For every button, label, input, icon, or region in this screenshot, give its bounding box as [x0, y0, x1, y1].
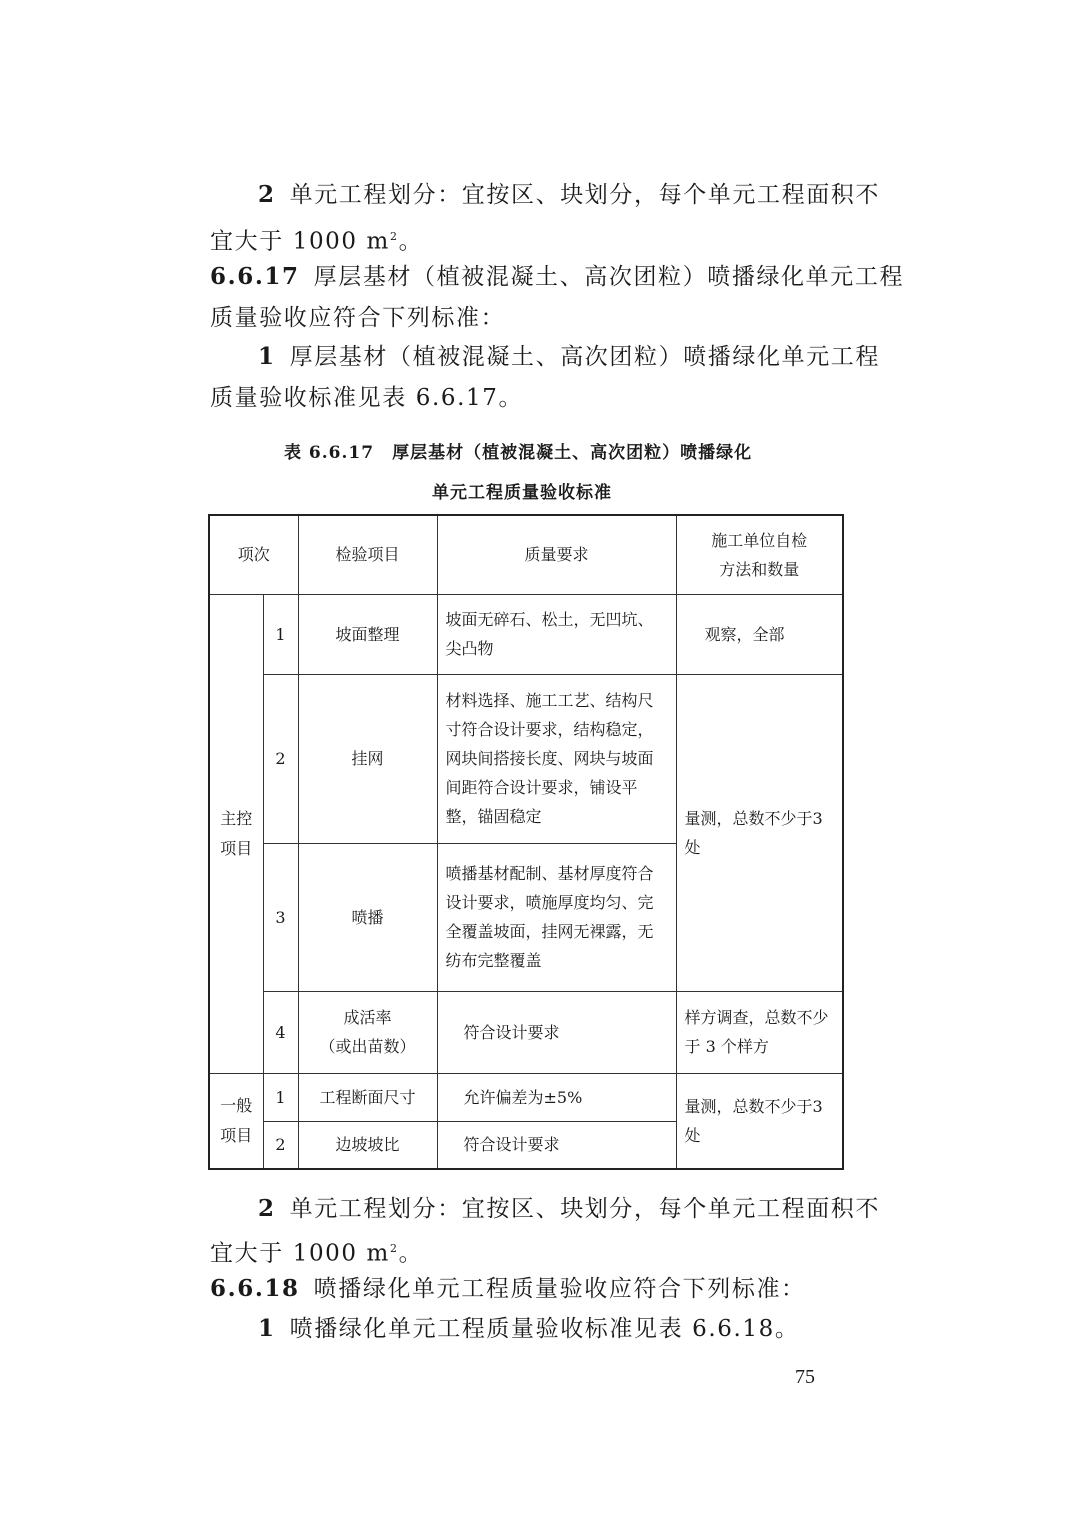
superscript: 2 [389, 1242, 399, 1255]
item-number: 1 [258, 1315, 276, 1342]
paragraph-text: 厚层基材（植被混凝土、高次团粒）喷播绿化单元工程 [289, 344, 881, 370]
header-text: 方法和数量 [719, 559, 800, 579]
requirement-cell: 喷播基材配制、基材厚度符合设计要求，喷施厚度均匀、完全覆盖坡面，挂网无裸露，无纺布完整覆盖 [437, 843, 676, 991]
table-caption-line1: 表 6.6.17 厚层基材（植被混凝土、高次团粒）喷播绿化 [284, 443, 753, 463]
method-cell: 样方调查，总数不少于 3 个样方 [676, 991, 843, 1073]
header-cell: 质量要求 [437, 515, 676, 594]
paragraph-line [258, 180, 880, 210]
item-cell: 工程断面尺寸 [298, 1073, 437, 1121]
section-text: 喷播绿化单元工程质量验收应符合下列标准： [313, 1276, 806, 1302]
item-cell: 挂网 [298, 674, 437, 843]
item-number: 2 [258, 1195, 276, 1222]
section-text: 质量验收应符合下列标准： [210, 305, 506, 331]
paragraph-text: 喷播绿化单元工程质量验收标准见表 6.6.18。 [289, 1316, 800, 1342]
item-number: 2 [258, 181, 276, 208]
group-cell: 主控项目 [209, 594, 263, 1073]
standards-table [208, 514, 844, 1170]
header-cell [676, 515, 843, 594]
table-row [209, 594, 843, 674]
header-cell: 检验项目 [298, 515, 437, 594]
table-caption-line2: 单元工程质量验收标准 [432, 483, 612, 503]
paragraph-text: 宜大于 1000 m [210, 228, 390, 255]
section-heading [210, 1274, 806, 1304]
requirement-cell: 符合设计要求 [437, 991, 676, 1073]
row-number: 2 [263, 1121, 298, 1169]
paragraph-line [210, 303, 505, 333]
method-cell: 量测，总数不少于3处 [676, 1073, 843, 1169]
row-number: 3 [263, 843, 298, 991]
section-number: 6.6.18 [210, 1275, 300, 1302]
item-cell: 喷播 [298, 843, 437, 991]
paragraph-line [210, 222, 423, 257]
group-cell: 一般项目 [209, 1073, 263, 1169]
paragraph-line [258, 342, 880, 372]
table-row [209, 1073, 843, 1121]
header-cell: 项次 [209, 515, 298, 594]
paragraph-line [258, 1314, 799, 1344]
paragraph-text: 质量验收标准见表 6.6.17。 [210, 385, 524, 411]
paragraph-text: 单元工程划分：宜按区、块划分，每个单元工程面积不 [289, 1196, 881, 1222]
item-cell: 边坡坡比 [298, 1121, 437, 1169]
table-row [209, 991, 843, 1073]
section-heading [210, 262, 904, 292]
page-number: 75 [795, 1366, 815, 1388]
table-header-row [209, 515, 843, 594]
row-number: 1 [263, 594, 298, 674]
item-text: 成活率 [343, 1008, 392, 1027]
item-text: （或出苗数） [319, 1037, 416, 1056]
requirement-cell: 允许偏差为±5% [437, 1073, 676, 1121]
section-number: 6.6.17 [210, 263, 300, 290]
paragraph-line [210, 383, 523, 413]
table-row [209, 674, 843, 843]
row-number: 1 [263, 1073, 298, 1121]
requirement-cell: 坡面无碎石、松土，无凹坑、尖凸物 [437, 594, 676, 674]
header-text: 施工单位自检 [711, 530, 808, 550]
item-number: 1 [258, 343, 276, 370]
row-number: 2 [263, 674, 298, 843]
requirement-cell: 符合设计要求 [437, 1121, 676, 1169]
requirement-cell: 材料选择、施工工艺、结构尺寸符合设计要求，结构稳定，网块间搭接长度、网块与坡面间距符合设计要求，铺设平整，锚固稳定 [437, 674, 676, 843]
method-cell: 量测，总数不少于3处 [676, 674, 843, 991]
row-number: 4 [263, 991, 298, 1073]
paragraph-text: 。 [398, 1240, 424, 1267]
paragraph-text: 宜大于 1000 m [210, 1240, 390, 1267]
paragraph-line [210, 1234, 423, 1269]
paragraph-text: 。 [398, 228, 424, 255]
item-cell [298, 991, 437, 1073]
item-cell: 坡面整理 [298, 594, 437, 674]
superscript: 2 [389, 230, 399, 243]
paragraph-text: 单元工程划分：宜按区、块划分，每个单元工程面积不 [289, 182, 881, 208]
paragraph-line [258, 1194, 880, 1224]
method-cell: 观察，全部 [676, 594, 843, 674]
section-text: 厚层基材（植被混凝土、高次团粒）喷播绿化单元工程 [313, 264, 905, 290]
